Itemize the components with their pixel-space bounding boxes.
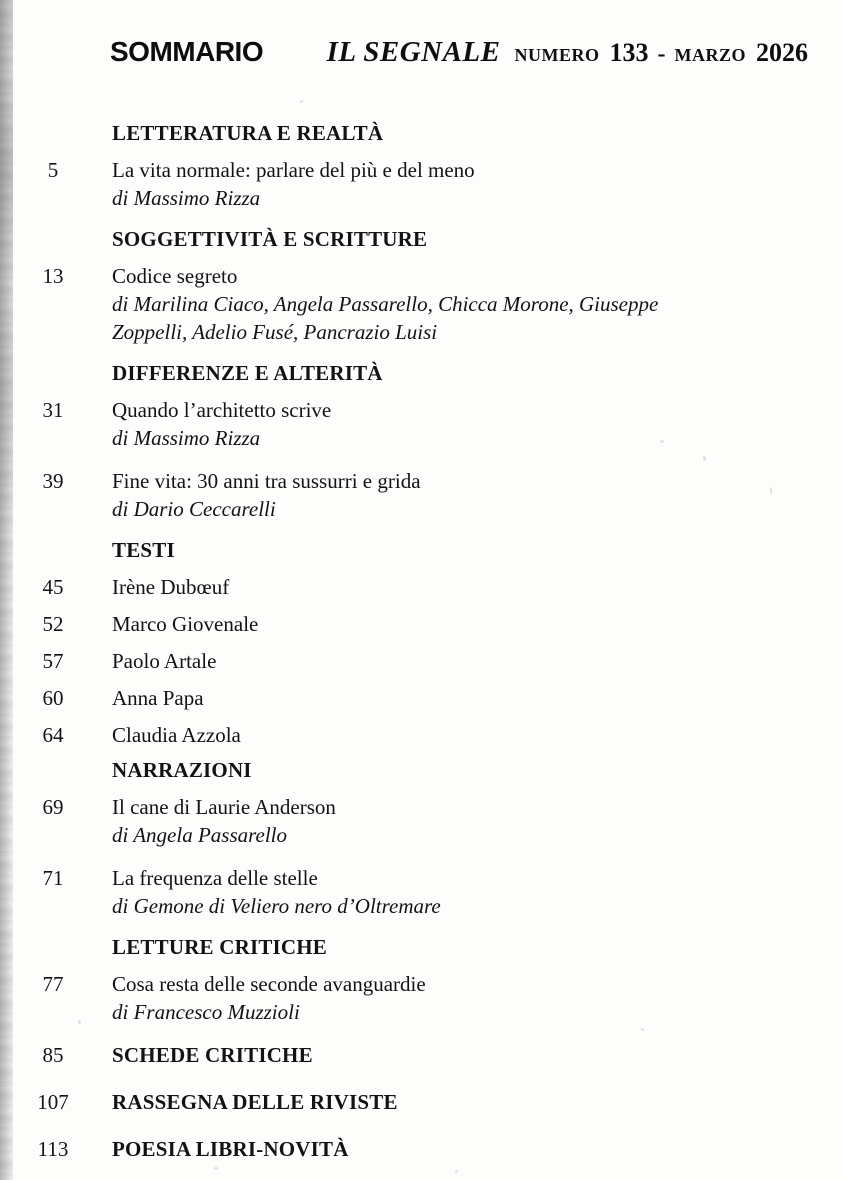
entry-page-number: 77 (42, 972, 64, 996)
entry-author: di Dario Ceccarelli (112, 497, 276, 521)
toc-entry (18, 1135, 808, 1163)
toc-entry (18, 721, 808, 749)
entry-author: di Francesco Muzzioli (112, 1000, 300, 1024)
entry-page-number: 69 (42, 795, 64, 819)
entry-page-number: 71 (42, 866, 64, 890)
toc-section (18, 121, 808, 212)
scan-noise (214, 1167, 218, 1170)
scan-noise (455, 1170, 458, 1173)
entry-title: Claudia Azzola (112, 723, 241, 747)
toc-section (18, 361, 808, 523)
toc-entry (18, 573, 808, 601)
toc-entry (18, 684, 808, 712)
entry-title: RASSEGNA DELLE RIVISTE (112, 1090, 398, 1114)
entry-page-number: 113 (37, 1137, 69, 1161)
entry-page-number: 57 (42, 649, 64, 673)
entry-title: Fine vita: 30 anni tra sussurri e grida (112, 469, 421, 493)
entry-page-number: 13 (42, 264, 64, 288)
entry-page-number: 64 (42, 723, 64, 747)
entry-author: di Massimo Rizza (112, 426, 261, 450)
toc-entry (18, 610, 808, 638)
toc-entry (18, 156, 808, 212)
scan-noise (300, 100, 303, 103)
journal-masthead (327, 36, 808, 69)
toc-entry (18, 864, 808, 920)
entry-title: Paolo Artale (112, 649, 217, 673)
page-header (0, 0, 842, 69)
entry-page-number: 52 (42, 612, 64, 636)
entry-author: di Marilina Ciaco, Angela Passarello, Chicca Morone, Giuseppe Zoppelli, Adelio Fusé, Pancrazio Luisi (112, 292, 659, 344)
scan-noise (770, 487, 772, 494)
scan-noise (660, 440, 664, 443)
toc-section (18, 227, 808, 346)
toc-entry (18, 1041, 808, 1069)
entry-page-number: 45 (42, 575, 64, 599)
issue-month: MARZO (674, 45, 746, 65)
entry-title: La vita normale: parlare del più e del meno (112, 158, 475, 182)
entry-page-number: 60 (42, 686, 64, 710)
section-heading: TESTI (112, 538, 175, 562)
entry-title: Codice segreto (112, 264, 238, 288)
table-of-contents (0, 121, 842, 1163)
entry-page-number: 5 (47, 158, 59, 182)
entry-title: La frequenza delle stelle (112, 866, 318, 890)
journal-title: IL SEGNALE (326, 36, 501, 68)
scan-edge-artifact (0, 0, 13, 1180)
entry-page-number: 107 (37, 1090, 69, 1114)
entry-title: Irène Dubœuf (112, 575, 230, 599)
section-heading: SOGGETTIVITÀ E SCRITTURE (112, 227, 428, 251)
entry-author: di Angela Passarello (112, 823, 287, 847)
toc-entry (18, 262, 808, 346)
toc-section (18, 935, 808, 1026)
toc-entry (18, 793, 808, 849)
entry-title: Cosa resta delle seconde avanguardie (112, 972, 426, 996)
entry-page-number: 85 (42, 1043, 64, 1067)
page-title: SOMMARIO (110, 36, 264, 67)
scan-noise (641, 1028, 644, 1031)
entry-title: Quando l’architetto scrive (112, 398, 332, 422)
toc-entry (18, 467, 808, 523)
section-heading: LETTERATURA E REALTÀ (112, 121, 384, 145)
issue-number: 133 (609, 38, 649, 67)
issue-year: 2026 (756, 38, 808, 67)
toc-section (18, 538, 808, 749)
entry-title: SCHEDE CRITICHE (112, 1043, 313, 1067)
entry-page-number: 39 (42, 469, 64, 493)
entry-title: Marco Giovenale (112, 612, 259, 636)
toc-standalone-entries (18, 1041, 808, 1163)
section-heading: LETTURE CRITICHE (112, 935, 328, 959)
entry-title: POESIA LIBRI-NOVITÀ (112, 1137, 349, 1161)
issue-separator: - (657, 41, 666, 67)
scan-noise (703, 456, 706, 461)
toc-entry (18, 1088, 808, 1116)
entry-page-number: 31 (42, 398, 64, 422)
scan-noise (78, 1020, 81, 1024)
toc-entry (18, 647, 808, 675)
issue-label: NUMERO (514, 45, 600, 65)
entry-title: Il cane di Laurie Anderson (112, 795, 336, 819)
toc-entry (18, 396, 808, 452)
toc-entry (18, 970, 808, 1026)
entry-author: di Massimo Rizza (112, 186, 261, 210)
section-heading: NARRAZIONI (112, 758, 252, 782)
entry-author: di Gemone di Veliero nero d’Oltremare (112, 894, 441, 918)
toc-section (18, 758, 808, 920)
entry-title: Anna Papa (112, 686, 204, 710)
section-heading: DIFFERENZE E ALTERITÀ (112, 361, 383, 385)
